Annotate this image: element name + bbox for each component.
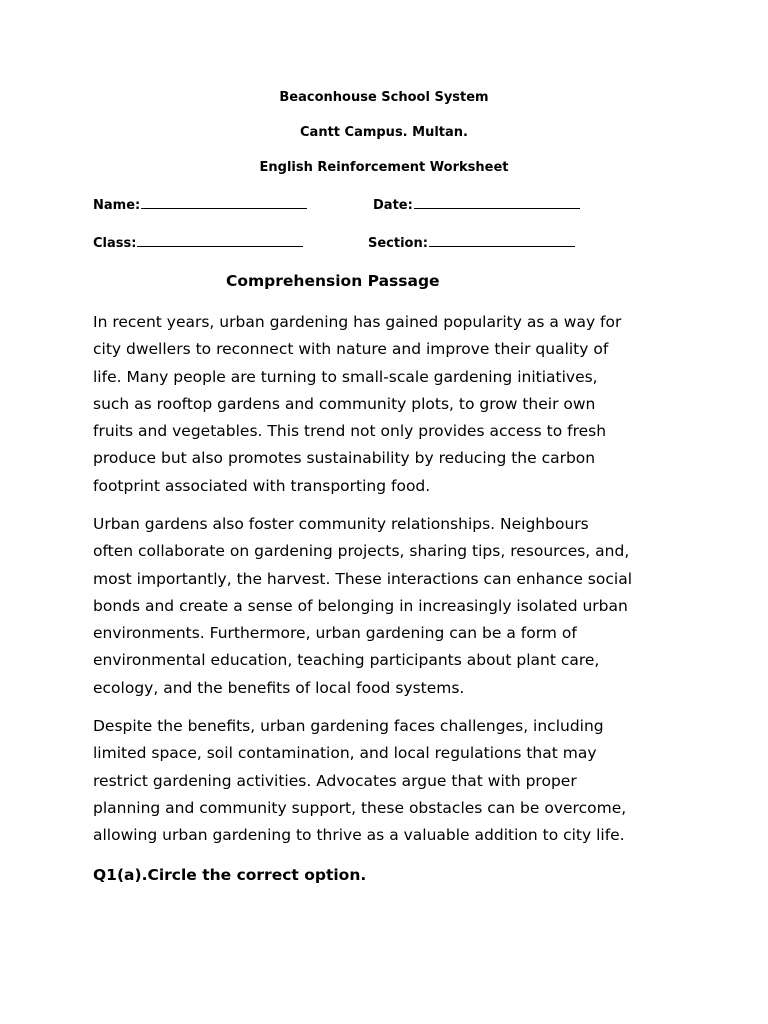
date-label: Date: (373, 198, 413, 213)
passage-line: footprint associated with transporting food. (93, 476, 431, 495)
passage-line: Despite the benefits, urban gardening faces challenges, including (93, 717, 604, 735)
campus-name: Cantt Campus. Multan. (300, 125, 468, 140)
passage-line: In recent years, urban gardening has gained popularity as a way for (93, 313, 622, 331)
name-label: Name: (93, 198, 141, 213)
passage-line: such as rooftop gardens and community plots, to grow their own (93, 394, 596, 413)
passage-line: fruits and vegetables. This trend not only provides access to fresh (93, 422, 607, 441)
passage-line: ecology, and the benefits of local food systems. (93, 678, 465, 697)
passage-line: limited space, soil contamination, and local regulations that may (93, 744, 597, 763)
name-field (93, 196, 307, 213)
passage-line: planning and community support, these obstacles can be overcome, (93, 798, 627, 817)
school-name: Beaconhouse School System (279, 90, 489, 105)
section-label: Section: (368, 236, 428, 251)
class-field (93, 234, 303, 251)
name-blank-line (141, 196, 307, 209)
passage-line: Urban gardens also foster community relationships. Neighbours (93, 515, 589, 533)
passage-paragraph-2 (93, 511, 693, 702)
passage-line: environmental education, teaching participants about plant care, (93, 651, 600, 670)
passage-paragraph-1 (93, 309, 693, 500)
passage-line: city dwellers to reconnect with nature and improve their quality of (93, 340, 609, 359)
class-label: Class: (93, 236, 137, 251)
passage-line: environments. Furthermore, urban gardening can be a form of (93, 624, 577, 643)
passage-line: often collaborate on gardening projects, sharing tips, resources, and, (93, 542, 630, 561)
date-blank-line (414, 196, 580, 209)
date-field (373, 196, 580, 213)
question-1a: Q1(a).Circle the correct option. (93, 866, 367, 884)
section-field (368, 234, 575, 251)
section-blank-line (429, 234, 575, 247)
class-blank-line (137, 234, 303, 247)
passage-line: produce but also promotes sustainability by reducing the carbon (93, 449, 596, 468)
comprehension-passage-title: Comprehension Passage (226, 272, 440, 290)
passage-line: bonds and create a sense of belonging in increasingly isolated urban (93, 596, 628, 615)
passage-paragraph-3 (93, 713, 693, 849)
passage-line: life. Many people are turning to small-scale gardening initiatives, (93, 367, 598, 386)
worksheet-title: English Reinforcement Worksheet (259, 160, 509, 175)
passage-line: restrict gardening activities. Advocates argue that with proper (93, 771, 577, 790)
passage-line: allowing urban gardening to thrive as a valuable addition to city life. (93, 826, 625, 845)
passage-line: most importantly, the harvest. These interactions can enhance social (93, 569, 632, 588)
